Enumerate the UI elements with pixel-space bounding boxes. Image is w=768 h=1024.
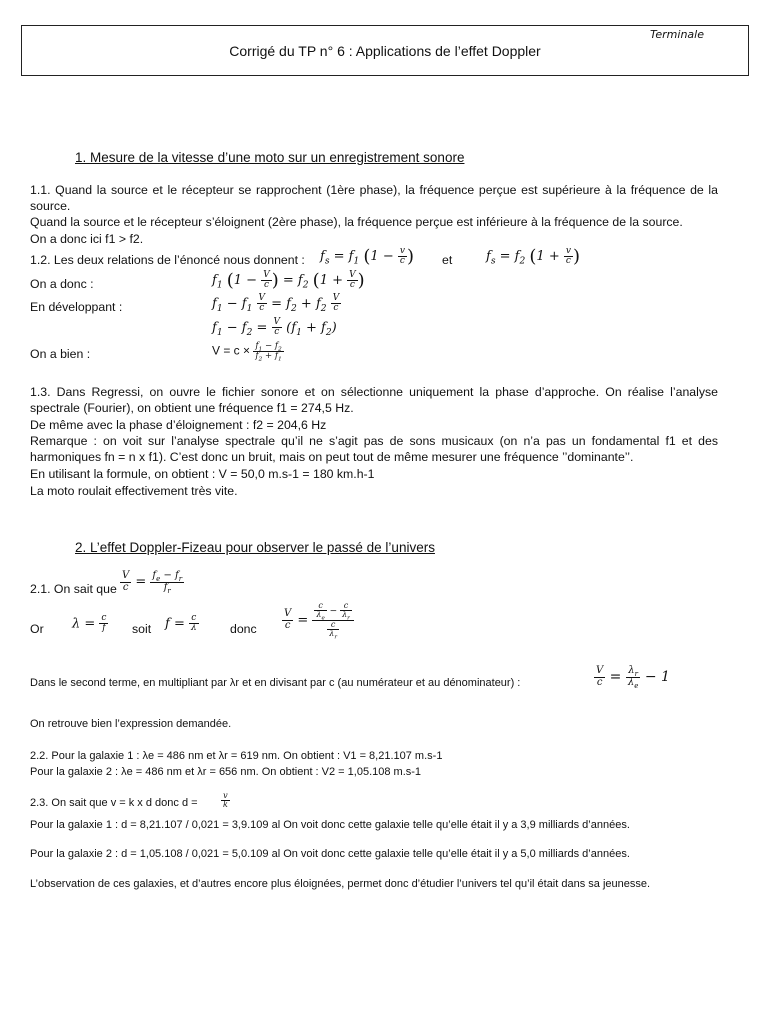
equation-fs-recede: $f_s = f_2$ (1 + $\frac{v}{c}$ )	[486, 245, 580, 267]
paragraph-conclusion: L’observation de ces galaxies, et d’autres encore plus éloignées, permet donc d’étudier l’univers tel qu’il était dans sa jeunesse.	[30, 878, 651, 890]
paragraph-2-3: 2.3. On sait que v = k x d donc d =	[30, 797, 198, 809]
paragraph-1-1a: 1.1. Quand la source et le récepteur se rapprochent (1ère phase), la fréquence perçue est supérieure à la fréquence de la source.	[30, 183, 718, 213]
level-tag: Terminale	[650, 28, 704, 41]
paragraph-1-3b: De même avec la phase d’éloignement : f2 = 204,6 Hz	[30, 418, 327, 432]
equation-result: $\frac{V}{c}$ = $\frac{\lambda_r}{\lambda_e}$ − 1	[596, 665, 670, 690]
equation-doppler-lambda: $\frac{V}{c}$ = $\frac{c}{\lambda_e}$ − $\frac{c}{\lambda_r}$ $\frac{c}{\lambda_r}$	[282, 602, 354, 639]
equation-factored: $f_1 - f_2$ = $\frac{V}{c}$ $(f_1 + f_2)$	[212, 317, 337, 339]
equation-frequency: f = $\frac{c}{\lambda}$	[165, 613, 197, 634]
paragraph-1-2: 1.2. Les deux relations de l’énoncé nous donnent :	[30, 253, 305, 267]
paragraph-1-3c: Remarque : on voit sur l’analyse spectrale qu’il ne s’agit pas de sons musicaux (on n’a pas un fondamental f1 et des harmoniques fn = n x f1). C’est donc un bruit, mais on peut tout de même mesurer une fréquence ’’dominante’’.	[30, 434, 718, 464]
equation-distance: $\frac{v}{k}$	[223, 791, 228, 810]
paragraph-2-2a: 2.2. Pour la galaxie 1 : λe = 486 nm et λr = 619 nm. On obtient : V1 = 8,21.107 m.s-1	[30, 750, 443, 762]
equation-fs-approach: $f_s = f_1$ (1 − $\frac{v}{c}$ )	[320, 245, 414, 267]
paragraph-1-1c: On a donc ici f1 > f2.	[30, 232, 144, 246]
label-donc: donc	[230, 622, 257, 636]
section-2-heading: 2. L’effet Doppler-Fizeau pour observer le passé de l’univers	[75, 540, 435, 555]
label-or: Or	[30, 622, 44, 636]
paragraph-galaxy-2: Pour la galaxie 2 : d = 1,05.108 / 0,021 = 5,0.109 al On voit donc cette galaxie telle qu’elle était il y a 5,0 milliards d’années.	[30, 848, 630, 860]
paragraph-1-3e: La moto roulait effectivement très vite.	[30, 484, 238, 498]
paragraph-retrouve: On retrouve bien l’expression demandée.	[30, 718, 232, 730]
label-soit: soit	[132, 622, 152, 636]
section-1-heading: 1. Mesure de la vitesse d’une moto sur un enregistrement sonore	[75, 150, 465, 165]
equation-lambda: λ = $\frac{c}{f}$	[72, 613, 107, 634]
paragraph-1-3d: En utilisant la formule, on obtient : V = 50,0 m.s-1 = 180 km.h-1	[30, 467, 375, 481]
paragraph-1-1b: Quand la source et le récepteur s’éloignent (2ère phase), la fréquence perçue est inférieure à la fréquence de la source.	[30, 215, 683, 229]
paragraph-2-1: 2.1. On sait que	[30, 582, 117, 596]
paragraph-galaxy-1: Pour la galaxie 1 : d = 8,21.107 / 0,021 = 3,9.109 al On voit donc cette galaxie telle qu’elle était il y a 3,9 milliards d’années.	[30, 819, 630, 831]
header-box	[21, 25, 749, 76]
page-title: Corrigé du TP n° 6 : Applications de l’effet Doppler	[229, 43, 541, 59]
label-on-a-donc: On a donc :	[30, 277, 94, 291]
equation-doppler-freq: $\frac{V}{c}$ = $\frac{f_e - f_r}{f_r}$	[122, 570, 183, 595]
equation-speed: V = c × $\frac{f_1 - f_2}{f_2 + f_1}$	[212, 341, 282, 363]
label-en-developpant: En développant :	[30, 300, 123, 314]
paragraph-1-3a: 1.3. Dans Regressi, on ouvre le fichier sonore et on sélectionne uniquement la phase d’approche. On réalise l’analyse spectrale (Fourier), on obtient une fréquence f1 = 274,5 Hz.	[30, 385, 718, 415]
paragraph-2-2b: Pour la galaxie 2 : λe = 486 nm et λr = 656 nm. On obtient : V2 = 1,05.108 m.s-1	[30, 766, 422, 778]
label-on-a-bien: On a bien :	[30, 347, 91, 361]
and-word: et	[442, 253, 453, 267]
equation-equality: $f_1$ (1 − $\frac{V}{c}$ ) = $f_2$ (1 + $\frac{V}{c}$ )	[212, 269, 365, 291]
equation-expanded: $f_1 - f_1$ $\frac{V}{c}$ = $f_2 + f_2$ $\frac{V}{c}$	[212, 293, 340, 315]
paragraph-second-term: Dans le second terme, en multipliant par λr et en divisant par c (au numérateur et au dénominateur) :	[30, 677, 521, 689]
